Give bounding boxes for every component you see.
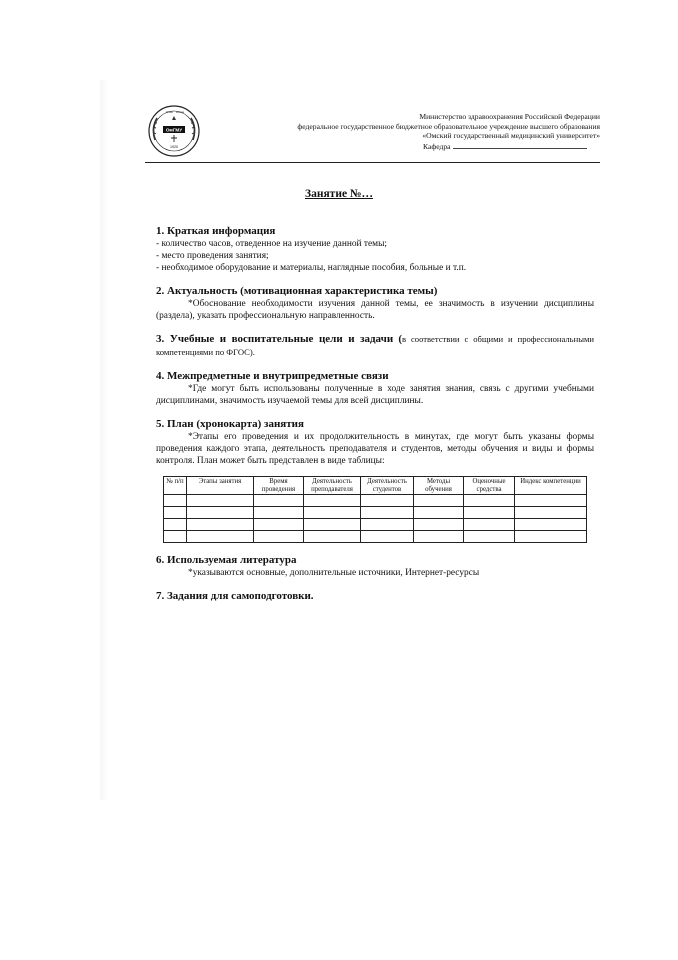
section-note: в соответствии с общими и профессиональными компетенциями по ФГОС). bbox=[156, 334, 595, 357]
table-cell bbox=[187, 531, 254, 543]
column-header: Деятельность преподавателя bbox=[304, 477, 361, 495]
table-cell bbox=[414, 519, 464, 531]
table-cell bbox=[464, 531, 515, 543]
table-cell bbox=[304, 507, 361, 519]
table-cell bbox=[361, 495, 414, 507]
table-row bbox=[164, 531, 587, 543]
section-literature bbox=[156, 554, 594, 579]
table-cell bbox=[164, 507, 187, 519]
section-relevance bbox=[156, 285, 594, 322]
list-item: - количество часов, отведенное на изучение данной темы; bbox=[156, 239, 387, 249]
table-cell bbox=[254, 519, 304, 531]
section-text: *Где могут быть использованы полученные в ходе занятия знания, связь с другими учебными дисциплинами, значимость изучаемой темы для всей дисциплины. bbox=[156, 384, 594, 406]
table-cell bbox=[164, 531, 187, 543]
table-cell bbox=[164, 519, 187, 531]
table-cell bbox=[515, 519, 587, 531]
table-cell bbox=[187, 519, 254, 531]
svg-text:Omsk: Omsk bbox=[166, 111, 173, 114]
section-heading: 2. Актуальность (мотивационная характеристика темы) bbox=[156, 285, 438, 297]
table-cell bbox=[414, 495, 464, 507]
paren-open: ( bbox=[398, 333, 402, 345]
table-row bbox=[164, 507, 587, 519]
table-cell bbox=[361, 507, 414, 519]
section-interdisciplinary bbox=[156, 370, 594, 407]
header-text-block bbox=[205, 112, 600, 151]
table-cell bbox=[515, 531, 587, 543]
table-cell bbox=[254, 531, 304, 543]
table-cell bbox=[515, 495, 587, 507]
column-header: Этапы занятия bbox=[187, 477, 254, 495]
table-cell bbox=[414, 531, 464, 543]
table-cell bbox=[464, 495, 515, 507]
table-row bbox=[164, 519, 587, 531]
document-header bbox=[145, 100, 600, 163]
table-cell bbox=[164, 495, 187, 507]
department-line bbox=[205, 141, 600, 152]
svg-text:ОмГМУ: ОмГМУ bbox=[165, 127, 183, 133]
table-cell bbox=[361, 519, 414, 531]
column-header: Оценочные средства bbox=[464, 477, 515, 495]
column-header: Индекс компетенции bbox=[515, 477, 587, 495]
section-self-study bbox=[156, 590, 594, 603]
section-brief-info bbox=[156, 225, 594, 274]
table-cell bbox=[515, 507, 587, 519]
section-heading: 4. Межпредметные и внутрипредметные связи bbox=[156, 370, 389, 382]
table-cell bbox=[361, 531, 414, 543]
table-row bbox=[164, 495, 587, 507]
table-cell bbox=[414, 507, 464, 519]
table-cell bbox=[254, 495, 304, 507]
column-header: № п/п bbox=[164, 477, 187, 495]
table-cell bbox=[304, 519, 361, 531]
department-blank bbox=[453, 141, 587, 149]
table-cell bbox=[464, 507, 515, 519]
section-heading: 1. Краткая информация bbox=[156, 225, 276, 237]
section-text: *указываются основные, дополнительные источники, Интернет-ресурсы bbox=[188, 568, 480, 579]
table-cell bbox=[304, 495, 361, 507]
table-body bbox=[164, 495, 587, 543]
section-text: *Обоснование необходимости изучения данной темы, ее значимость в изучении дисциплины (раздела), указать профессиональную направленность. bbox=[156, 299, 594, 321]
university-emblem-logo bbox=[147, 104, 201, 158]
section-heading: 7. Задания для самоподготовки. bbox=[156, 590, 314, 603]
document-body bbox=[156, 225, 594, 614]
table-cell bbox=[464, 519, 515, 531]
svg-text:1920: 1920 bbox=[170, 145, 178, 149]
column-header: Методы обучения bbox=[414, 477, 464, 495]
list-item: - место проведения занятия; bbox=[156, 251, 269, 261]
ministry-name: Министерство здравоохранения Российской Федерации bbox=[419, 112, 600, 121]
table-cell bbox=[187, 495, 254, 507]
institution-type: федеральное государственное бюджетное образовательное учреждение высшего образования bbox=[297, 121, 600, 131]
section-text: *Этапы его проведения и их продолжительность в минутах, где могут быть указаны формы проведения каждого этапа, деятельность преподавателя и студентов, методы обучения и виды и формы контроля. План может быть представлен в виде таблицы: bbox=[156, 432, 594, 466]
section-heading: 6. Используемая литература bbox=[156, 554, 297, 567]
table-cell bbox=[187, 507, 254, 519]
column-header: Деятельность студентов bbox=[361, 477, 414, 495]
section-lesson-plan bbox=[156, 418, 594, 543]
svg-text:Russia: Russia bbox=[176, 111, 184, 114]
section-heading: 5. План (хронокарта) занятия bbox=[156, 418, 304, 430]
lesson-plan-table bbox=[163, 476, 587, 543]
table-header-row bbox=[164, 477, 587, 495]
university-name: «Омский государственный медицинский университет» bbox=[422, 131, 600, 141]
column-header: Время проведения bbox=[254, 477, 304, 495]
table-cell bbox=[304, 531, 361, 543]
table-cell bbox=[254, 507, 304, 519]
section-heading: 3. Учебные и воспитательные цели и задачи bbox=[156, 333, 394, 345]
document-title: Занятие №… bbox=[305, 188, 373, 200]
section-goals bbox=[156, 333, 594, 359]
list-item: - необходимое оборудование и материалы, наглядные пособия, больные и т.п. bbox=[156, 263, 467, 273]
department-label: Кафедра bbox=[423, 141, 451, 151]
